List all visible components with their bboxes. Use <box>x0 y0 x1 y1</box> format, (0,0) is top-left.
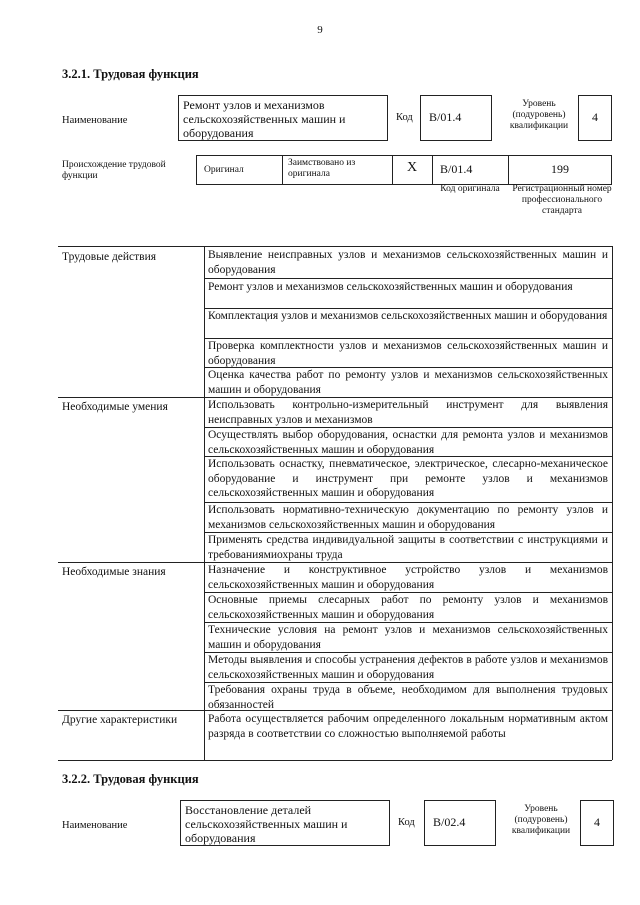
page-number: 9 <box>317 24 323 36</box>
section-heading: 3.2.1. Трудовая функция <box>62 67 199 81</box>
table-cell: Ремонт узлов и механизмов сельскохозяйственных машин и оборудования <box>208 281 573 293</box>
table-cell: Использовать оснастку, пневматическое, электрическое, слесарно-механическое оборудование и инструмент при ремонте узлов и механизмов сельскохозяйственных машин и оборудования <box>208 458 608 499</box>
level-label: Уровень (подуровень) квалификации <box>509 99 569 131</box>
name-label: Наименование <box>62 115 128 126</box>
function-code-box-2 <box>424 800 496 846</box>
function-name-box <box>178 95 388 141</box>
level-box-2 <box>580 800 614 846</box>
table-cell: Использовать контрольно-измерительный инструмент для выявления неисправных узлов и механизмов <box>208 399 608 426</box>
function-code: B/01.4 <box>429 110 462 124</box>
group-label-knowledge: Необходимые знания <box>62 566 166 578</box>
table-cell: Оценка качества работ по ремонту узлов и механизмов сельскохозяйственных машин и оборудования <box>208 369 608 396</box>
table-cell: Проверка комплектности узлов и механизмов сельскохозяйственных машин и оборудования <box>208 340 608 367</box>
table-cell: Требования охраны труда в объеме, необходимом для выполнения трудовых обязанностей <box>208 684 608 711</box>
table-cell: Технические условия на ремонт узлов и механизмов сельскохозяйственных машин и оборудования <box>208 624 608 651</box>
origin-borrowed: Заимствовано из оригинала <box>288 158 356 179</box>
origin-reg-number: 199 <box>551 162 569 176</box>
origin-original: Оригинал <box>204 165 244 175</box>
table-cell: Методы выявления и способы устранения дефектов в работе узлов и механизмов сельскохозяйственных машин и оборудования <box>208 654 608 681</box>
code-label-2: Код <box>398 817 415 828</box>
function-code-box <box>420 95 492 141</box>
function-name: Ремонт узлов и механизмов сельскохозяйственных машин и оборудования <box>183 98 346 140</box>
table-cell: Основные приемы слесарных работ по ремонту узлов и механизмов сельскохозяйственных машин и оборудования <box>208 594 608 621</box>
origin-code: B/01.4 <box>440 162 473 176</box>
caption-code: Код оригинала <box>440 184 500 194</box>
function-name-box-2 <box>180 800 390 846</box>
level-label-2: Уровень (подуровень) квалификации <box>511 804 571 836</box>
level-value-2: 4 <box>594 815 600 829</box>
table-cell: Осуществлять выбор оборудования, оснастки для ремонта узлов и механизмов сельскохозяйственных машин и оборудования <box>208 429 608 456</box>
table-cell: Комплектация узлов и механизмов сельскохозяйственных машин и оборудования <box>208 310 608 322</box>
level-box <box>578 95 612 141</box>
section-heading-2: 3.2.2. Трудовая функция <box>62 772 199 786</box>
name-label-2: Наименование <box>62 820 128 831</box>
caption-reg: Регистрационный номер профессионального стандарта <box>512 184 612 216</box>
function-name-2: Восстановление деталей сельскохозяйственных машин и оборудования <box>185 803 348 845</box>
function-code-2: B/02.4 <box>433 815 466 829</box>
table-cell: Выявление неисправных узлов и механизмов сельскохозяйственных машин и оборудования <box>208 249 608 276</box>
table-cell: Использовать нормативно-техническую документацию по ремонту узлов и механизмов сельскохозяйственных машин и оборудования <box>208 504 608 531</box>
origin-mark: X <box>406 160 418 175</box>
group-label-other: Другие характеристики <box>62 714 178 726</box>
level-value: 4 <box>592 110 598 124</box>
table-cell: Применять средства индивидуальной защиты в соответствии с инструкциями и требованиямиохраны труда <box>208 534 608 561</box>
table-cell: Назначение и конструктивное устройство узлов и механизмов сельскохозяйственных машин и оборудования <box>208 564 608 591</box>
origin-label: Происхождение трудовой функции <box>62 160 166 181</box>
group-label-actions: Трудовые действия <box>62 251 157 263</box>
group-label-skills: Необходимые умения <box>62 401 168 413</box>
table-cell: Работа осуществляется рабочим определенного локальным нормативным актом разряда в соответствии со сложностью выполняемой работы <box>208 713 608 740</box>
code-label: Код <box>396 112 413 123</box>
